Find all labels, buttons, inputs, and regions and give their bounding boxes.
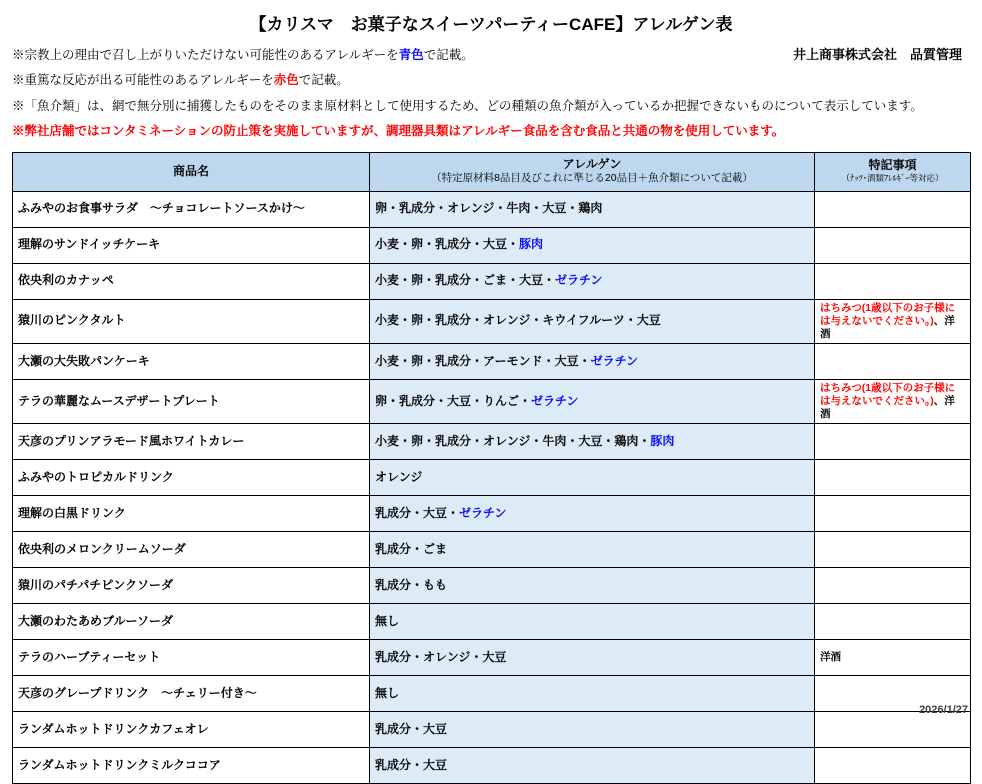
cell-product-name: 理解の白黒ドリンク	[13, 496, 370, 532]
allergen-plain: 小麦・卵・乳成分・大豆・	[375, 237, 519, 251]
note-1-highlight: 青色	[399, 48, 424, 62]
allergen-plain: 卵・乳成分・大豆・りんご・	[375, 394, 531, 408]
cell-allergen	[370, 299, 815, 343]
cell-product-name: 大瀬の大失敗パンケーキ	[13, 343, 370, 379]
cell-allergen	[370, 263, 815, 299]
note-2-prefix: ※重篤な反応が出る可能性のあるアレルギーを	[12, 73, 274, 87]
allergen-plain: 無し	[375, 686, 399, 700]
cell-note	[815, 712, 971, 748]
note-1-prefix: ※宗教上の理由で召し上がりいただけない可能性のあるアレルギーを	[12, 48, 399, 62]
cell-allergen	[370, 640, 815, 676]
note-2	[12, 71, 349, 90]
cell-product-name: 大瀬のわたあめブルーソーダ	[13, 604, 370, 640]
table-row	[13, 748, 971, 784]
cell-allergen	[370, 227, 815, 263]
table-row	[13, 568, 971, 604]
note-1-suffix: で記載。	[424, 48, 474, 62]
cell-note	[815, 496, 971, 532]
cell-allergen	[370, 496, 815, 532]
note-plain: 洋酒	[820, 651, 841, 663]
allergen-blue: 豚肉	[650, 434, 674, 448]
table-row	[13, 712, 971, 748]
cell-product-name: 理解のサンドイッチケーキ	[13, 227, 370, 263]
allergen-plain: 乳成分・オレンジ・大豆	[375, 650, 506, 664]
table-row	[13, 379, 971, 423]
cell-allergen	[370, 460, 815, 496]
allergen-plain: 小麦・卵・乳成分・アーモンド・大豆・	[375, 354, 591, 368]
table-row	[13, 640, 971, 676]
note-1	[12, 46, 474, 65]
allergen-plain: 乳成分・大豆	[375, 758, 447, 772]
cell-product-name: 猿川のピンクタルト	[13, 299, 370, 343]
cell-allergen	[370, 379, 815, 423]
cell-note	[815, 460, 971, 496]
allergen-plain: 乳成分・大豆	[375, 722, 447, 736]
note-3: ※「魚介類」は、網で無分別に捕獲したものをそのまま原材料として使用するため、どの種類の魚介類が入っているか把握できないものについて表示しています。	[12, 97, 923, 116]
table-row	[13, 191, 971, 227]
cell-note	[815, 263, 971, 299]
table-row	[13, 343, 971, 379]
table-header-row	[13, 152, 971, 191]
cell-allergen	[370, 604, 815, 640]
allergen-plain: オレンジ	[375, 470, 422, 484]
allergen-plain: 乳成分・もも	[375, 578, 447, 592]
note-plain: 、洋酒	[820, 315, 955, 340]
cell-allergen	[370, 424, 815, 460]
header-allergen	[370, 152, 815, 191]
cell-note	[815, 640, 971, 676]
table-row	[13, 532, 971, 568]
table-row	[13, 460, 971, 496]
cell-product-name: ランダムホットドリンクミルクココア	[13, 748, 370, 784]
cell-allergen	[370, 712, 815, 748]
cell-product-name: 天彦のグレープドリンク 〜チェリー付き〜	[13, 676, 370, 712]
allergen-plain: 小麦・卵・乳成分・オレンジ・キウイフルーツ・大豆	[375, 313, 661, 327]
cell-note	[815, 748, 971, 784]
cell-allergen	[370, 676, 815, 712]
table-row	[13, 227, 971, 263]
allergen-blue: ゼラチン	[555, 273, 602, 287]
allergen-table	[12, 152, 971, 784]
table-row	[13, 424, 971, 460]
cell-product-name: ランダムホットドリンクカフェオレ	[13, 712, 370, 748]
cell-allergen	[370, 748, 815, 784]
allergen-plain: 小麦・卵・乳成分・ごま・大豆・	[375, 273, 555, 287]
cell-note	[815, 227, 971, 263]
table-row	[13, 263, 971, 299]
allergen-blue: ゼラチン	[459, 506, 506, 520]
cell-note	[815, 191, 971, 227]
allergen-plain: 乳成分・大豆・	[375, 506, 459, 520]
note-row-1	[12, 45, 970, 65]
note-row-3	[12, 97, 970, 116]
cell-allergen	[370, 191, 815, 227]
cell-product-name: 依央利のカナッペ	[13, 263, 370, 299]
allergen-blue: 豚肉	[519, 237, 543, 251]
allergen-plain: 無し	[375, 614, 399, 628]
table-row	[13, 496, 971, 532]
page-title: 【カリスマ お菓子なスイーツパーティーCAFE】アレルゲン表	[12, 10, 970, 35]
cell-note	[815, 568, 971, 604]
note-plain: 、洋酒	[820, 395, 955, 420]
cell-product-name: テラのハーブティーセット	[13, 640, 370, 676]
cell-product-name: ふみやのお食事サラダ 〜チョコレートソースかけ〜	[13, 191, 370, 227]
allergen-table-body	[13, 191, 971, 784]
table-row	[13, 299, 971, 343]
company-name: 井上商事株式会社 品質管理	[793, 45, 970, 65]
cell-allergen	[370, 568, 815, 604]
note-row-2	[12, 71, 970, 90]
note-2-highlight: 赤色	[274, 73, 299, 87]
notes-block	[12, 45, 970, 142]
note-2-suffix: で記載。	[299, 73, 349, 87]
cell-product-name: 依央利のメロンクリームソーダ	[13, 532, 370, 568]
note-warning: はちみつ(1歳以下のお子様には与えないでください。)	[820, 382, 955, 407]
note-warning: はちみつ(1歳以下のお子様には与えないでください。)	[820, 302, 955, 327]
header-allergen-main: アレルゲン	[563, 157, 622, 171]
cell-product-name: テラの華麗なムースデザートプレート	[13, 379, 370, 423]
cell-note	[815, 532, 971, 568]
allergen-plain: 乳成分・ごま	[375, 542, 447, 556]
allergen-plain: 小麦・卵・乳成分・オレンジ・牛肉・大豆・鶏肉・	[375, 434, 650, 448]
cell-product-name: ふみやのトロピカルドリンク	[13, 460, 370, 496]
cell-note	[815, 379, 971, 423]
cell-note	[815, 604, 971, 640]
allergen-blue: ゼラチン	[531, 394, 578, 408]
allergen-blue: ゼラチン	[591, 354, 638, 368]
header-allergen-sub: （特定原材料8品目及びこれに準じる20品目＋魚介類について記載）	[375, 172, 809, 186]
cell-note	[815, 343, 971, 379]
cell-allergen	[370, 343, 815, 379]
cell-allergen	[370, 532, 815, 568]
header-note-main: 特記事項	[868, 158, 916, 172]
contamination-warning: ※弊社店舗ではコンタミネーションの防止策を実施していますが、調理器具類はアレルギー食品を含む食品と共通の物を使用しています。	[12, 122, 970, 141]
cell-note	[815, 299, 971, 343]
header-product-name: 商品名	[13, 152, 370, 191]
table-row	[13, 604, 971, 640]
document-date: 2026/1/27	[919, 704, 968, 716]
cell-note	[815, 424, 971, 460]
header-note	[815, 152, 971, 191]
header-note-sub: （ﾅｯﾂ･酒類ｱﾚﾙｷﾞｰ等対応）	[820, 173, 965, 184]
cell-product-name: 猿川のパチパチピンクソーダ	[13, 568, 370, 604]
table-row	[13, 676, 971, 712]
cell-product-name: 天彦のプリンアラモード風ホワイトカレー	[13, 424, 370, 460]
allergen-plain: 卵・乳成分・オレンジ・牛肉・大豆・鶏肉	[375, 201, 602, 215]
